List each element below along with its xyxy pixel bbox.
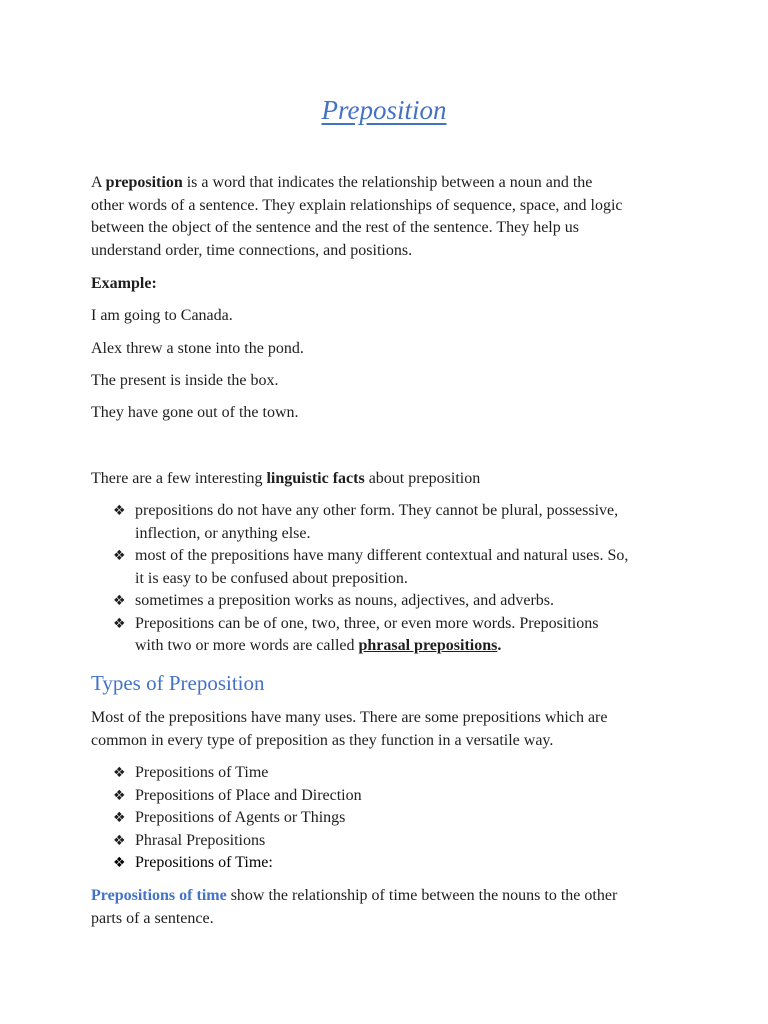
- type-item-label: Phrasal Prepositions: [135, 831, 266, 849]
- types-list: [91, 762, 691, 875]
- fact-1-line-1: prepositions do not have any other form. They cannot be plural, possessive,: [135, 502, 619, 519]
- facts-intro-text: about preposition: [364, 470, 481, 487]
- time-text: show the relationship of time between the nouns to the other: [226, 887, 618, 904]
- diamond-bullet-icon: ❖: [113, 503, 126, 519]
- diamond-bullet-icon: ❖: [113, 593, 126, 609]
- intro-paragraph: [91, 172, 691, 262]
- diamond-bullet-icon: ❖: [113, 832, 126, 849]
- list-item: [91, 545, 691, 590]
- facts-intro-text: There are a few interesting: [91, 470, 267, 487]
- intro-line-2: other words of a sentence. They explain relationships of sequence, space, and logic: [91, 196, 623, 214]
- facts-intro: [91, 468, 691, 491]
- time-line-2: parts of a sentence.: [91, 909, 214, 927]
- keyword-prepositions-of-time: Prepositions of time: [91, 887, 227, 904]
- fact-4-line-1: Prepositions can be of one, two, three, or even more words. Prepositions: [135, 614, 599, 632]
- types-intro-line-1: Most of the prepositions have many uses. There are some prepositions which are: [91, 709, 608, 726]
- list-item: [91, 613, 691, 658]
- fact-4-period: .: [497, 637, 502, 654]
- facts-list: [91, 500, 691, 658]
- diamond-bullet-icon: ❖: [113, 615, 126, 632]
- example-label-text: Example:: [91, 275, 157, 292]
- intro-line-4: understand order, time connections, and positions.: [91, 241, 413, 259]
- type-item-label: Prepositions of Agents or Things: [135, 809, 346, 826]
- list-item: [91, 830, 691, 853]
- page-title: Preposition: [321, 95, 447, 125]
- type-item-label: Prepositions of Time:: [135, 854, 273, 871]
- diamond-bullet-icon: ❖: [113, 855, 126, 871]
- diamond-bullet-icon: ❖: [113, 787, 126, 804]
- types-intro: [91, 707, 691, 752]
- example-4: They have gone out of the town.: [91, 404, 299, 421]
- fact-1-line-2: inflection, or anything else.: [135, 524, 311, 542]
- keyword-phrasal-prepositions: phrasal prepositions: [358, 637, 498, 654]
- type-item-label: Prepositions of Place and Direction: [135, 786, 362, 804]
- time-paragraph: [91, 885, 691, 930]
- keyword-linguistic-facts: linguistic facts: [266, 470, 365, 487]
- diamond-bullet-icon: ❖: [113, 810, 126, 826]
- fact-4-line-2: [135, 635, 691, 658]
- diamond-bullet-icon: ❖: [113, 548, 126, 564]
- fact-4-text: with two or more words are called: [135, 637, 359, 654]
- type-item-label: Prepositions of Time: [135, 764, 269, 781]
- intro-text: is a word that indicates the relationship between a noun and the: [182, 174, 593, 191]
- list-item: [91, 500, 691, 545]
- list-item: [91, 762, 691, 785]
- example-2: Alex threw a stone into the pond.: [91, 340, 304, 357]
- list-item: [91, 785, 691, 808]
- list-item: [91, 852, 691, 875]
- fact-3-line-1: sometimes a preposition works as nouns, adjectives, and adverbs.: [135, 592, 555, 609]
- example-label: [91, 273, 691, 296]
- list-item: [91, 807, 691, 830]
- diamond-bullet-icon: ❖: [113, 765, 126, 781]
- intro-text: A: [91, 174, 106, 191]
- list-item: [91, 590, 691, 613]
- fact-2-line-1: most of the prepositions have many different contextual and natural uses. So,: [135, 547, 629, 564]
- intro-line-3: between the object of the sentence and the rest of the sentence. They help us: [91, 219, 579, 236]
- example-3: The present is inside the box.: [91, 372, 279, 389]
- keyword-preposition: preposition: [105, 174, 183, 191]
- time-line-1: [91, 885, 691, 908]
- fact-2-line-2: it is easy to be confused about preposition.: [135, 569, 408, 587]
- types-intro-line-2: common in every type of preposition as they function in a versatile way.: [91, 731, 554, 749]
- example-1: I am going to Canada.: [91, 307, 233, 324]
- intro-line-1: [91, 172, 691, 195]
- section-heading-types: Types of Preposition: [91, 671, 265, 695]
